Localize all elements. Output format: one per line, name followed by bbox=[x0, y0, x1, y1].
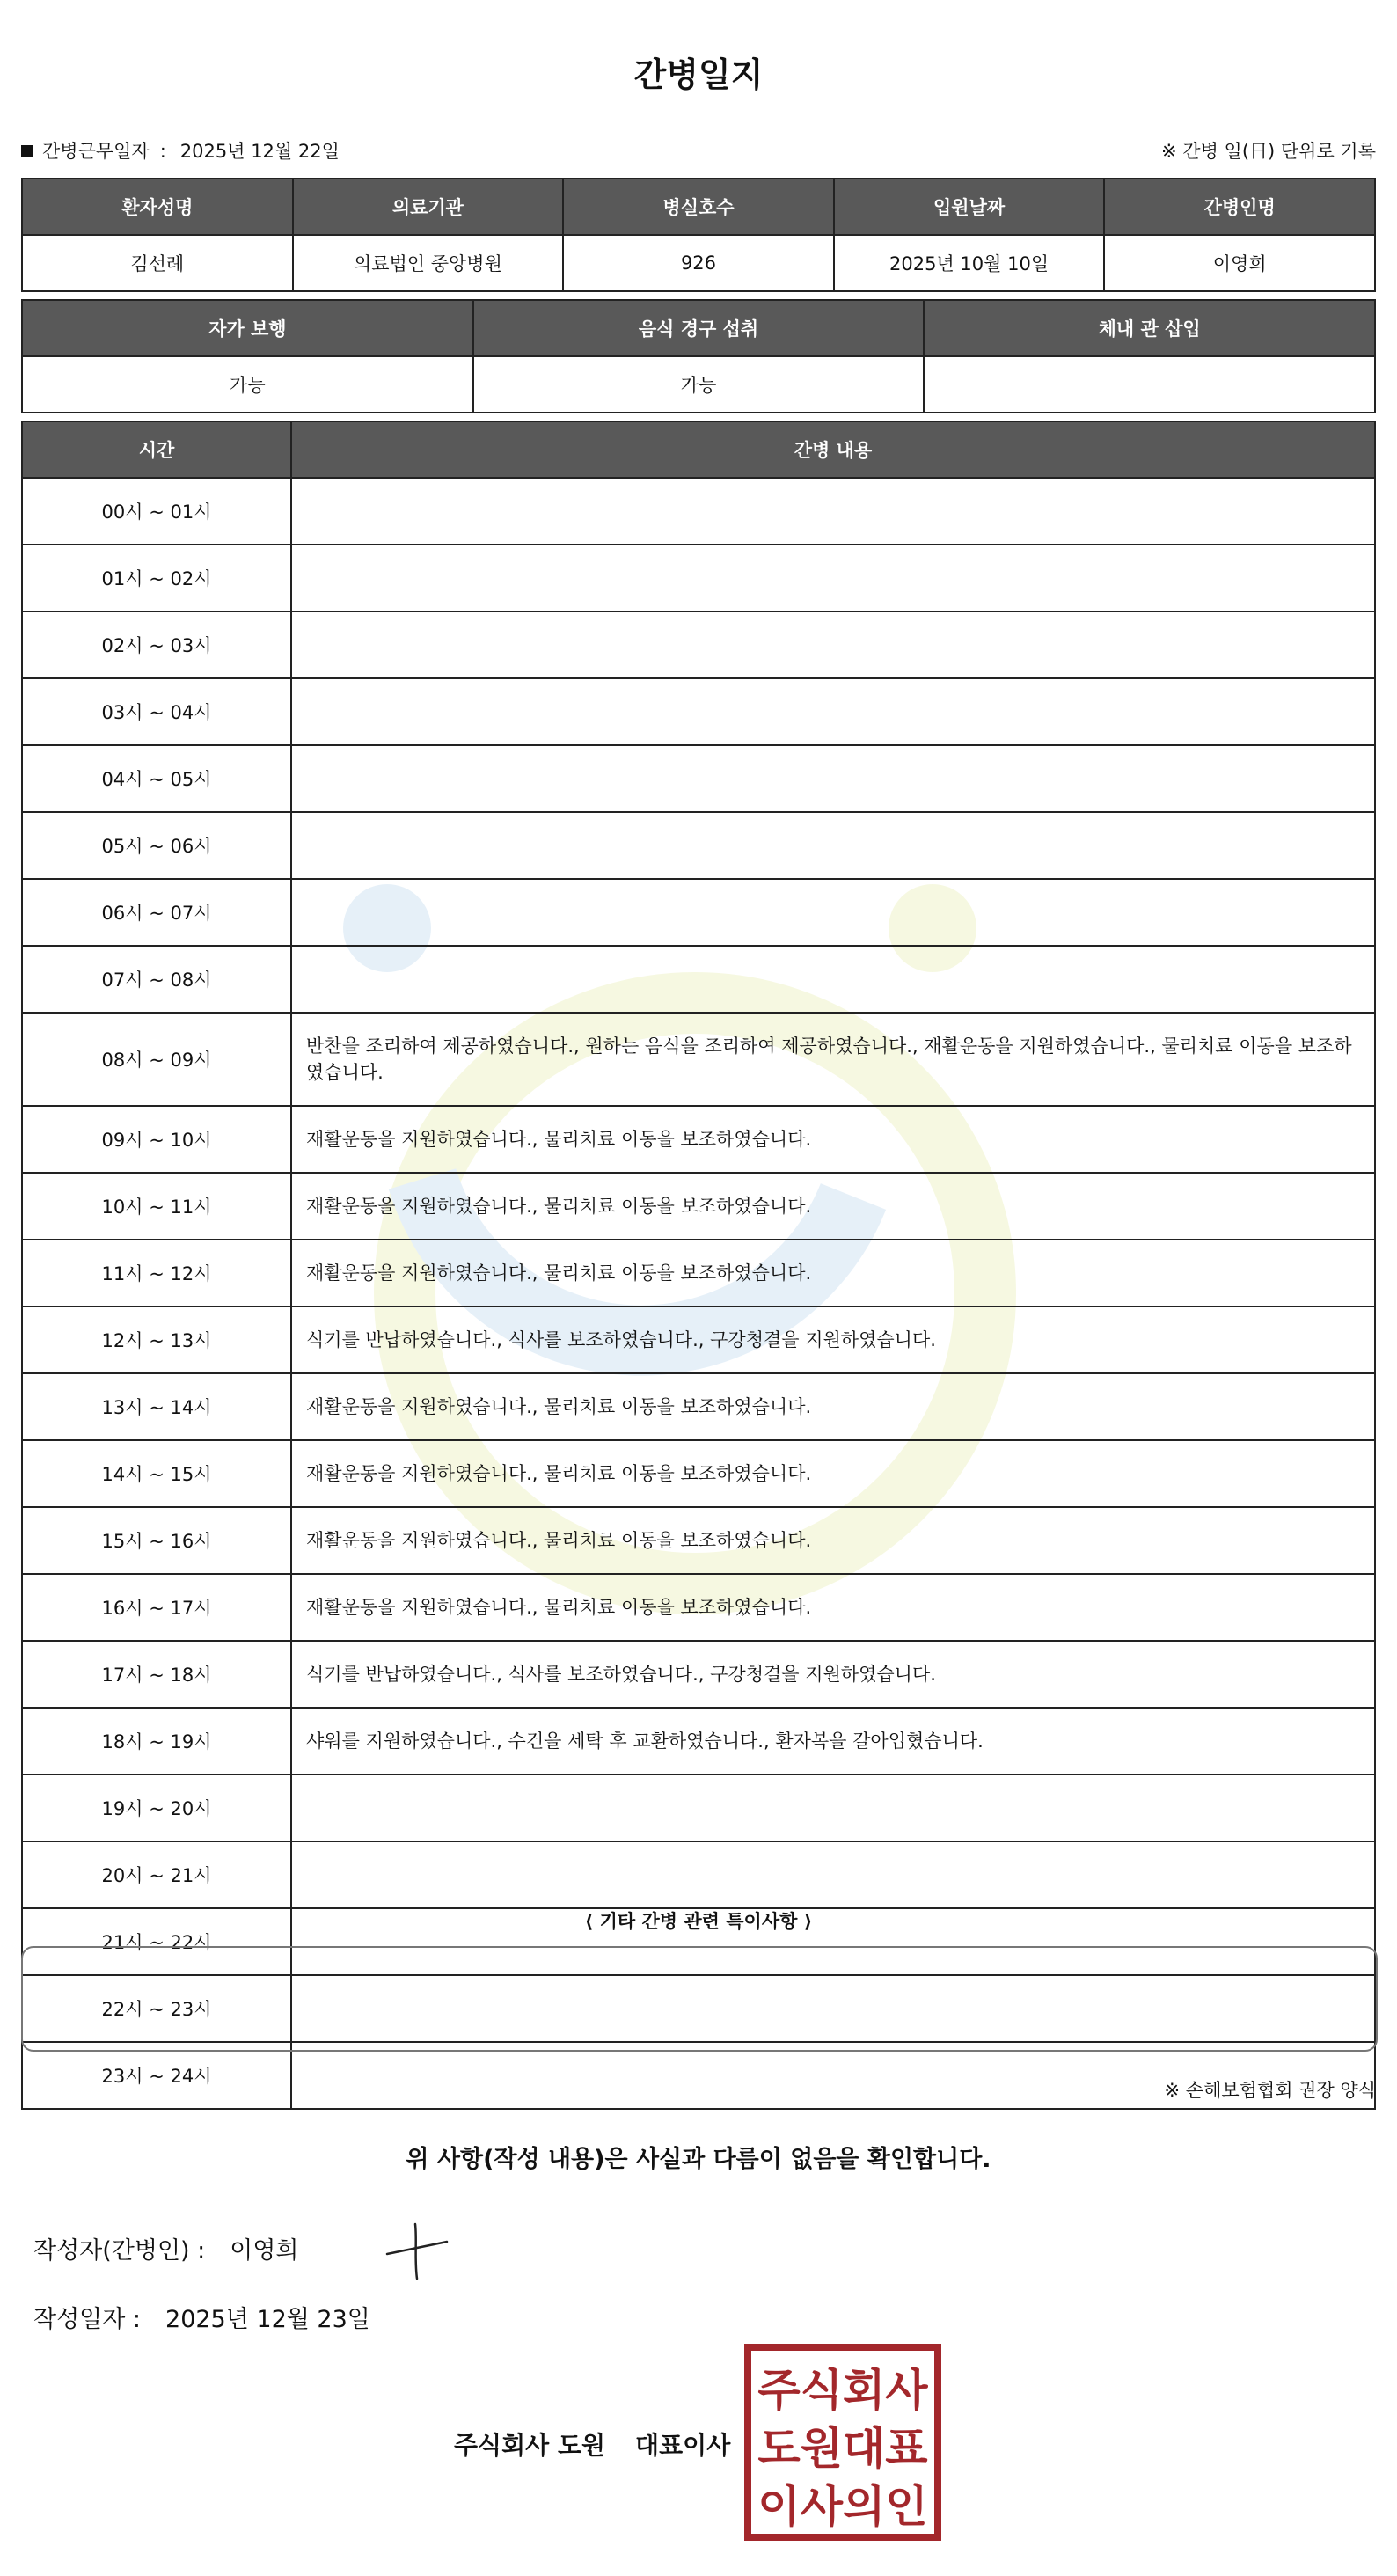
header-self-walking: 자가 보행 bbox=[22, 300, 473, 356]
room-number: 926 bbox=[563, 235, 834, 291]
care-log-row bbox=[22, 1240, 1375, 1306]
care-log-time: 06시 ~ 07시 bbox=[22, 879, 291, 946]
care-log-content bbox=[291, 1775, 1375, 1841]
oral-intake-value: 가능 bbox=[473, 356, 925, 413]
care-log-content: 식기를 반납하였습니다., 식사를 보조하였습니다., 구강청결을 지원하였습니다. bbox=[291, 1306, 1375, 1373]
work-date-value: 2025년 12월 22일 bbox=[179, 141, 340, 162]
company-name: 주식회사 도원 bbox=[454, 2431, 606, 2460]
care-log-row bbox=[22, 545, 1375, 611]
care-log-content: 재활운동을 지원하였습니다., 물리치료 이동을 보조하였습니다. bbox=[291, 1240, 1375, 1306]
care-log-row bbox=[22, 1106, 1375, 1173]
care-log-time: 19시 ~ 20시 bbox=[22, 1775, 291, 1841]
written-date-line bbox=[33, 2300, 370, 2334]
header-admission-date: 입원날짜 bbox=[834, 179, 1105, 235]
care-log-time: 01시 ~ 02시 bbox=[22, 545, 291, 611]
company-line bbox=[454, 2426, 730, 2462]
writer-line bbox=[33, 2231, 299, 2265]
patient-value-row bbox=[22, 235, 1375, 291]
care-log-content bbox=[291, 1841, 1375, 1908]
care-log-row bbox=[22, 1440, 1375, 1507]
tube-insertion-value bbox=[924, 356, 1375, 413]
seal-text-line: 도원대표 bbox=[757, 2423, 928, 2474]
care-log-time: 20시 ~ 21시 bbox=[22, 1841, 291, 1908]
care-log-time: 23시 ~ 24시 bbox=[22, 2042, 291, 2109]
header-time: 시간 bbox=[22, 421, 291, 478]
care-log-row bbox=[22, 1574, 1375, 1641]
care-log-content bbox=[291, 812, 1375, 879]
other-notes-title: ⟨ 기타 간병 관련 특이사항 ⟩ bbox=[584, 1911, 813, 1932]
hospital-name: 의료법인 중앙병원 bbox=[293, 235, 564, 291]
document-title: 간병일지 bbox=[633, 55, 764, 94]
care-log-row bbox=[22, 1373, 1375, 1440]
status-value-row bbox=[22, 356, 1375, 413]
written-date-value: 2025년 12월 23일 bbox=[165, 2306, 370, 2333]
care-log-table bbox=[21, 421, 1376, 2110]
header-oral-intake: 음식 경구 섭취 bbox=[473, 300, 925, 356]
patient-info-table bbox=[21, 178, 1376, 292]
writer-name: 이영희 bbox=[230, 2237, 299, 2265]
care-log-time: 14시 ~ 15시 bbox=[22, 1440, 291, 1507]
care-log-row bbox=[22, 611, 1375, 678]
writer-label: 작성자(간병인) : bbox=[33, 2237, 206, 2265]
care-log-row bbox=[22, 1775, 1375, 1841]
care-log-content: 재활운동을 지원하였습니다., 물리치료 이동을 보조하였습니다. bbox=[291, 1106, 1375, 1173]
header-room: 병실호수 bbox=[563, 179, 834, 235]
care-log-time: 08시 ~ 09시 bbox=[22, 1013, 291, 1106]
self-walking-value: 가능 bbox=[22, 356, 473, 413]
header-tube-insertion: 체내 관 삽입 bbox=[924, 300, 1375, 356]
care-log-content bbox=[291, 478, 1375, 545]
header-hospital: 의료기관 bbox=[293, 179, 564, 235]
care-log-row bbox=[22, 1173, 1375, 1240]
care-log-row bbox=[22, 1507, 1375, 1574]
bullet-square-icon bbox=[21, 145, 33, 157]
care-log-time: 09시 ~ 10시 bbox=[22, 1106, 291, 1173]
format-note: ※ 손해보험협회 권장 양식 bbox=[1164, 2080, 1376, 2101]
care-log-time: 07시 ~ 08시 bbox=[22, 946, 291, 1013]
work-date-colon: : bbox=[159, 141, 166, 162]
care-log-header-row bbox=[22, 421, 1375, 478]
care-log-content: 재활운동을 지원하였습니다., 물리치료 이동을 보조하였습니다. bbox=[291, 1574, 1375, 1641]
care-log-body bbox=[22, 421, 1375, 2109]
work-date bbox=[21, 137, 340, 164]
care-log-time: 11시 ~ 12시 bbox=[22, 1240, 291, 1306]
care-log-time: 03시 ~ 04시 bbox=[22, 678, 291, 745]
confirmation-statement: 위 사항(작성 내용)은 사실과 다름이 없음을 확인합니다. bbox=[406, 2146, 991, 2173]
care-log-time: 05시 ~ 06시 bbox=[22, 812, 291, 879]
care-log-row bbox=[22, 812, 1375, 879]
patient-name: 김선례 bbox=[22, 235, 293, 291]
other-notes-box bbox=[21, 1946, 1378, 2052]
care-log-content bbox=[291, 678, 1375, 745]
seal-text-line: 주식회사 bbox=[757, 2365, 928, 2416]
status-header-row bbox=[22, 300, 1375, 356]
care-log-row bbox=[22, 478, 1375, 545]
header-patient-name: 환자성명 bbox=[22, 179, 293, 235]
care-log-time: 00시 ~ 01시 bbox=[22, 478, 291, 545]
care-log-row bbox=[22, 946, 1375, 1013]
header-caregiver: 간병인명 bbox=[1104, 179, 1375, 235]
work-date-label: 간병근무일자 bbox=[42, 141, 150, 162]
written-date-label: 작성일자 : bbox=[33, 2306, 142, 2333]
care-log-content: 샤워를 지원하였습니다., 수건을 세탁 후 교환하였습니다., 환자복을 갈아입혔습니다. bbox=[291, 1708, 1375, 1775]
care-log-row bbox=[22, 1306, 1375, 1373]
care-log-content: 재활운동을 지원하였습니다., 물리치료 이동을 보조하였습니다. bbox=[291, 1507, 1375, 1574]
company-seal bbox=[744, 2344, 941, 2541]
care-log-time: 17시 ~ 18시 bbox=[22, 1641, 291, 1708]
care-log-content: 재활운동을 지원하였습니다., 물리치료 이동을 보조하였습니다. bbox=[291, 1373, 1375, 1440]
representative-title: 대표이사 bbox=[635, 2431, 731, 2460]
patient-header-row bbox=[22, 179, 1375, 235]
care-log-row bbox=[22, 879, 1375, 946]
care-log-row bbox=[22, 1641, 1375, 1708]
care-log-row bbox=[22, 678, 1375, 745]
care-log-row bbox=[22, 1841, 1375, 1908]
caregiver-name: 이영희 bbox=[1104, 235, 1375, 291]
seal-text-line: 이사의인 bbox=[757, 2481, 928, 2532]
care-log-time: 10시 ~ 11시 bbox=[22, 1173, 291, 1240]
care-log-content: 재활운동을 지원하였습니다., 물리치료 이동을 보조하였습니다. bbox=[291, 1173, 1375, 1240]
care-log-content bbox=[291, 611, 1375, 678]
patient-status-table bbox=[21, 299, 1376, 413]
unit-note: ※ 간병 일(日) 단위로 기록 bbox=[1161, 141, 1376, 162]
care-log-time: 04시 ~ 05시 bbox=[22, 745, 291, 812]
care-log-time: 02시 ~ 03시 bbox=[22, 611, 291, 678]
care-log-time: 15시 ~ 16시 bbox=[22, 1507, 291, 1574]
care-log-time: 13시 ~ 14시 bbox=[22, 1373, 291, 1440]
care-log-row bbox=[22, 745, 1375, 812]
care-log-time: 16시 ~ 17시 bbox=[22, 1574, 291, 1641]
care-log-content bbox=[291, 879, 1375, 946]
care-log-time: 21시 ~ 22시 bbox=[22, 1908, 291, 1975]
care-log-content: 재활운동을 지원하였습니다., 물리치료 이동을 보조하였습니다. bbox=[291, 1440, 1375, 1507]
care-log-content: 식기를 반납하였습니다., 식사를 보조하였습니다., 구강청결을 지원하였습니다. bbox=[291, 1641, 1375, 1708]
handwritten-signature bbox=[384, 2221, 450, 2282]
care-log-time: 18시 ~ 19시 bbox=[22, 1708, 291, 1775]
admission-date: 2025년 10월 10일 bbox=[834, 235, 1105, 291]
care-log-content bbox=[291, 545, 1375, 611]
care-log-content: 반찬을 조리하여 제공하였습니다., 원하는 음식을 조리하여 제공하였습니다., 재활운동을 지원하였습니다., 물리치료 이동을 보조하였습니다. bbox=[291, 1013, 1375, 1106]
care-log-row bbox=[22, 1708, 1375, 1775]
care-log-content bbox=[291, 946, 1375, 1013]
care-log-time: 22시 ~ 23시 bbox=[22, 1975, 291, 2042]
care-log-time: 12시 ~ 13시 bbox=[22, 1306, 291, 1373]
care-log-content bbox=[291, 745, 1375, 812]
header-care-content: 간병 내용 bbox=[291, 421, 1375, 478]
care-log-row bbox=[22, 1013, 1375, 1106]
